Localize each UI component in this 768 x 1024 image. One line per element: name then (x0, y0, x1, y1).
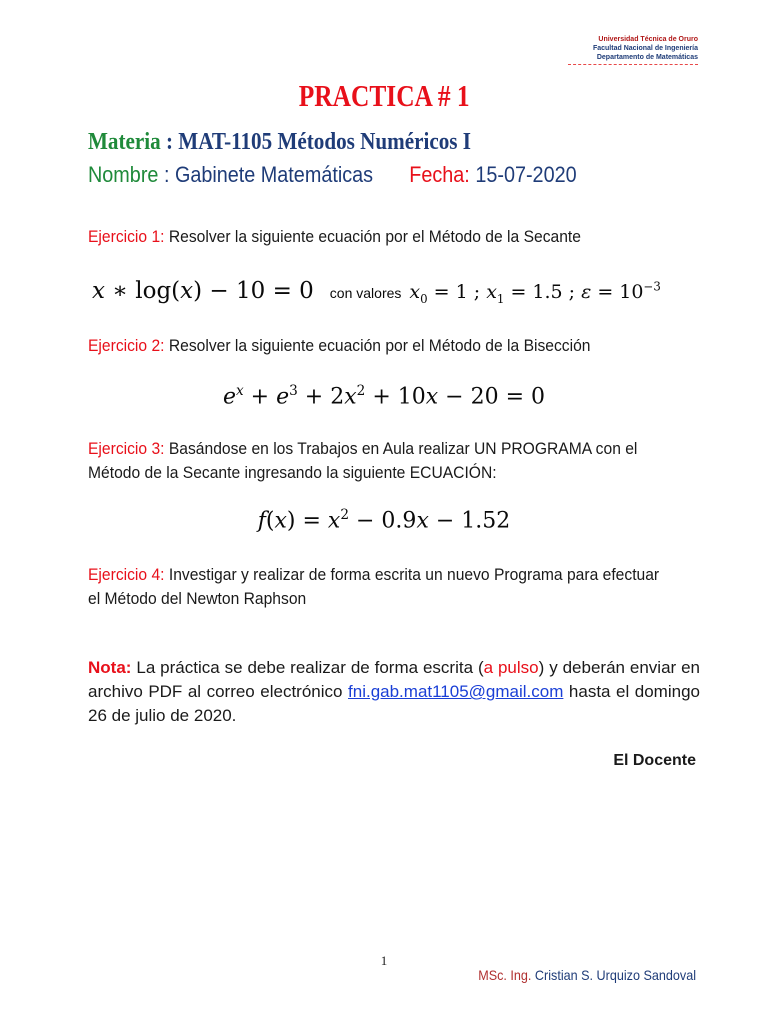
signature-docente: El Docente (613, 752, 696, 769)
author-name: Cristian S. Urquizo Sandoval (534, 967, 696, 983)
nombre-label: Nombre (88, 162, 159, 187)
exercise-3-label: Ejercicio 3: (88, 439, 165, 458)
university-header (568, 35, 698, 65)
exercise-4-label: Ejercicio 4: (88, 565, 165, 584)
nombre-line (88, 162, 577, 188)
fecha-value: 15-07-2020 (475, 162, 577, 187)
faculty-name: Facultad Nacional de Ingeniería (592, 45, 698, 52)
exercise-1-text: Resolver la siguiente ecuación por el Método de la Secante (168, 227, 581, 246)
exercise-3 (88, 437, 646, 485)
department-name: Departamento de Matemáticas (596, 54, 698, 61)
exercise-4-text-1: Investigar y realizar de forma escrita un nuevo Programa para efectuar (168, 565, 660, 584)
materia-line (88, 129, 471, 156)
exercise-3-text-2: Método de la Secante ingresando la siguiente ECUACIÓN: (88, 463, 497, 482)
exercise-2 (88, 334, 646, 358)
note-label: Nota: (88, 658, 132, 677)
note-pulso: a pulso (483, 658, 539, 677)
exercise-2-label: Ejercicio 2: (88, 336, 165, 355)
exercise-4 (88, 563, 660, 611)
exercise-3-text-1: Basándose en los Trabajos en Aula realizar UN PROGRAMA con el (168, 439, 638, 458)
nombre-value: : Gabinete Matemáticas (163, 162, 374, 187)
note-text-2: ) y deberán enviar en archivo PDF al correo electrónico (88, 658, 700, 701)
materia-value: : MAT-1105 Métodos Numéricos I (165, 129, 472, 155)
equation-3: $f(x) = x^2 - 0.9x - 1.52$ (257, 507, 511, 534)
header-divider (568, 64, 698, 65)
exercise-1-label: Ejercicio 1: (88, 227, 165, 246)
con-valores-label: con valores (329, 285, 402, 301)
author-prefix: MSc. Ing. (478, 967, 532, 983)
email-link[interactable]: fni.gab.mat1105@gmail.com (348, 682, 564, 701)
page-title: PRACTICA # 1 (298, 78, 470, 113)
exercise-2-text: Resolver la siguiente ecuación por el Método de la Bisección (168, 336, 591, 355)
exercise-4-text-2: el Método del Newton Raphson (88, 589, 307, 608)
fecha-label: Fecha: (409, 162, 470, 187)
author-footer (478, 967, 696, 983)
university-name: Universidad Técnica de Oruro (598, 36, 698, 43)
note-paragraph (88, 656, 700, 728)
exercise-1 (88, 225, 646, 249)
equation-1: x ∗ log(x) − 10 = 0 con valores $x_0 = 1$ ; $x_1 = 1.5$ ; $\varepsilon = 10^{-3}$ (92, 278, 661, 306)
equation-2: $e^x + e^3 + 2x^2 + 10x - 20 = 0$ (222, 383, 546, 410)
materia-label: Materia (88, 129, 161, 155)
page-number: 1 (380, 953, 388, 968)
note-text-1: La práctica se debe realizar de forma escrita ( (136, 658, 484, 677)
note-text-3: hasta el domingo 26 de julio de 2020. (88, 682, 700, 725)
